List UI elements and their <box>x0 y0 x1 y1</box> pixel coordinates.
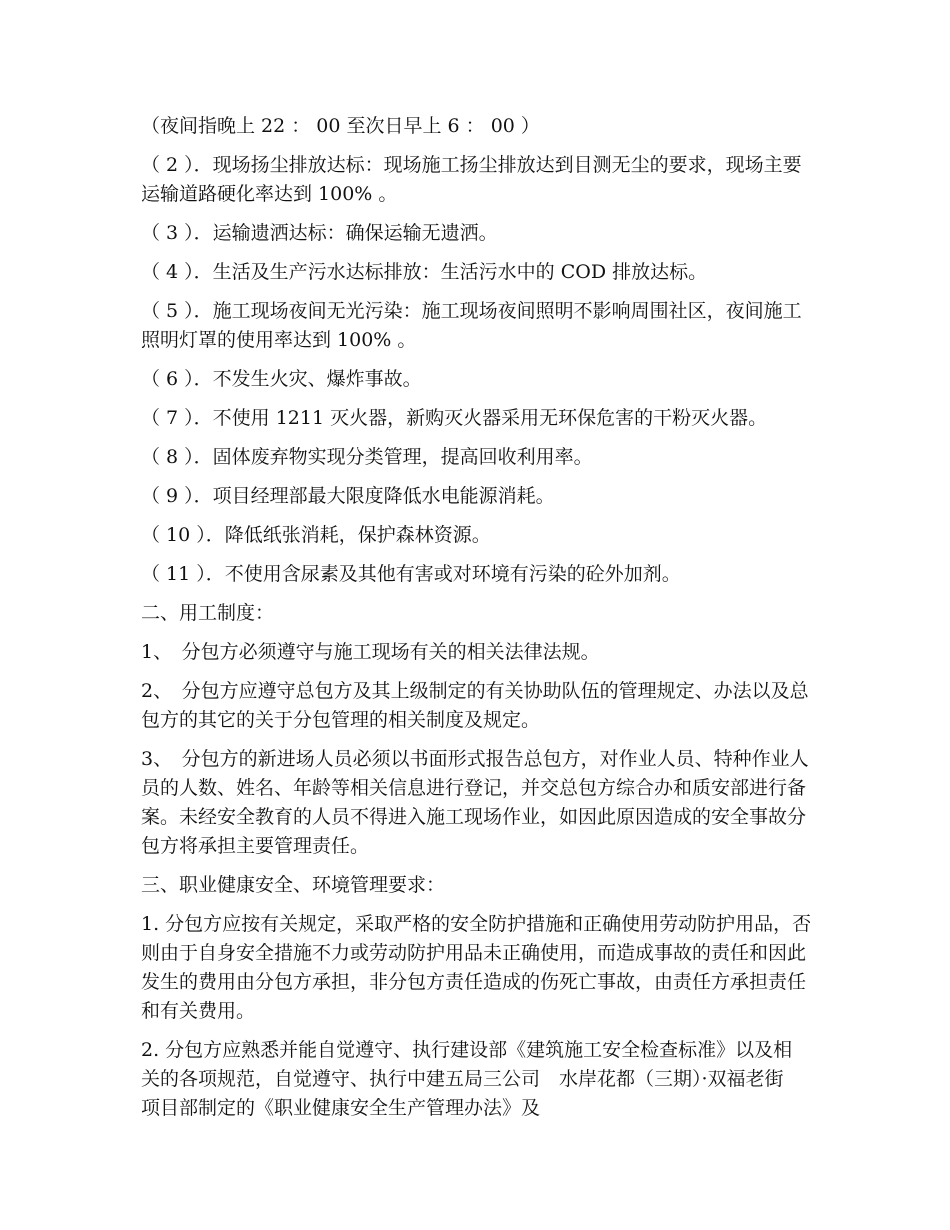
labor-rule-1: 1、 分包方必须遵守与施工现场有关的相关法律法规。 <box>141 641 600 663</box>
item-3-transport-spill: （ 3 ）．运输遗洒达标：确保运输无遗洒。 <box>141 222 498 244</box>
item-4-sewage-discharge: （ 4 ）．生活及生产污水达标排放：生活污水中的 COD 排放达标。 <box>141 261 708 283</box>
item-7-extinguisher: （ 7 ）．不使用 1211 灭火器，新购灭火器采用无环保危害的干粉灭火器。 <box>141 407 768 429</box>
safety-rule-2: 2. 分包方应熟悉并能自觉遵守、执行建设部《建筑施工安全检查标准》以及相 关的各项规范，自觉遵守、执行中建五局三公司 水岸花都（三期）·双福老街 项目部制定的《职业健康安全生产管理办法》及 <box>141 1039 803 1119</box>
item-6-fire-safety: （ 6 ）．不发生火灾、爆炸事故。 <box>141 368 422 390</box>
item-8-solid-waste: （ 8 ）．固体废弃物实现分类管理，提高回收利用率。 <box>141 446 593 468</box>
item-10-paper-saving: （ 10 ）．降低纸张消耗，保护森林资源。 <box>141 524 491 546</box>
section-heading-health-safety: 三、职业健康安全、环境管理要求： <box>141 874 446 896</box>
night-time-note: （夜间指晚上 22 ： 00 至次日早上 6 ： 00 ） <box>141 115 540 137</box>
item-5-light-pollution: （ 5 ）．施工现场夜间无光污染：施工现场夜间照明不影响周围社区，夜间施工照明灯罩的使用率达到 100% 。 <box>141 300 802 351</box>
item-11-admixture: （ 11 ）．不使用含尿素及其他有害或对环境有污染的砼外加剂。 <box>141 563 681 585</box>
document-page <box>141 112 813 1133</box>
item-9-energy-saving: （ 9 ）．项目经理部最大限度降低水电能源消耗。 <box>141 485 555 507</box>
section-heading-labor-system: 二、用工制度： <box>141 602 275 624</box>
safety-rule-1: 1. 分包方应按有关规定，采取严格的安全防护措施和正确使用劳动防护用品，否则由于自身安全措施不力或劳动防护用品未正确使用，而造成事故的责任和因此发生的费用由分包方承担，非分包方责任造成的伤死亡事故，由责任方承担责任和有关费用。 <box>141 913 812 1022</box>
labor-rule-3: 3、 分包方的新进场人员必须以书面形式报告总包方，对作业人员、特种作业人员的人数、姓名、年龄等相关信息进行登记，并交总包方综合办和质安部进行备案。未经安全教育的人员不得进入施工现场作业，如因此原因造成的安全事故分包方将承担主要管理责任。 <box>141 748 809 857</box>
labor-rule-2: 2、 分包方应遵守总包方及其上级制定的有关协助队伍的管理规定、办法以及总包方的其它的关于分包管理的相关制度及规定。 <box>141 680 809 731</box>
item-2-dust-emission: （ 2 ）．现场扬尘排放达标：现场施工扬尘排放达到目测无尘的要求，现场主要运输道路硬化率达到 100% 。 <box>141 154 802 205</box>
